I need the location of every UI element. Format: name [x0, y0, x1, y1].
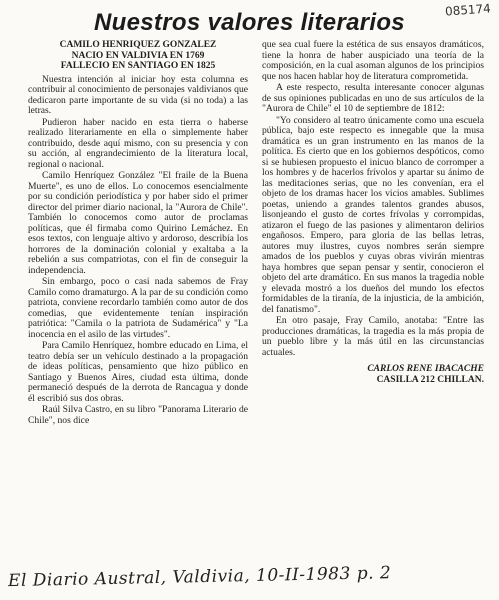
- subhead-line: NACIO EN VALDIVIA EN 1769: [71, 50, 205, 61]
- paragraph: Camilo Henríquez González "El fraile de la Buena Muerte", es uno de ellos. Lo conocemos esencialmente por su condición periodística y por haber sido el primer director del primer diario nacional, la "Aurora de Chile". También lo conocemos como autor de proclamas políticas, que él firmaba como Quirino Lemáchez. En esos textos, con lenguaje altivo y ardoroso, describía los horrores de la dominación colonial y exaltaba a la rebelión a sus compatriotas, con el fin de conseguir la independencia.: [28, 170, 248, 276]
- paragraph: Sin embargo, poco o casi nada sabemos de Fray Camilo como dramaturgo. A la par de su condición como patriota, conviene recordarlo también como autor de dos comedias, que evidentemente tenían inspiración patriótica: "Camila o la patriota de Sudamérica" y "La inocencia en el asilo de las virtudes".: [28, 276, 248, 340]
- subhead-line: CAMILO HENRIQUEZ GONZALEZ: [59, 40, 217, 50]
- paragraph: Pudieron haber nacido en esta tierra o haberse realizado literariamente en ella o simplemente haber contribuido, desde aquí mismo, con su presencia y con su acción, al engrandecimiento de la literatura local, regional o nacional.: [28, 116, 248, 170]
- paragraph: A este respecto, resulta interesante conocer algunas de sus opiniones publicadas en uno de sus artículos de la "Aurora de Chile" el 10 de septiembre de 1812:: [262, 82, 484, 114]
- paragraph: En otro pasaje, Fray Camilo, anotaba: "Entre las producciones dramáticas, la tragedia es la más propia de un pueblo libre y la más útil en las circunstancias actuales.: [262, 315, 484, 358]
- paragraph: que sea cual fuere la estética de sus ensayos dramáticos, tiene la honra de haber auspiciado una teoría de la composición, en la cual asoman algunos de los principios que nos hacen hablar hoy de literatura comprometida.: [262, 39, 484, 82]
- paragraph: "Yo considero al teatro únicamente como una escuela pública, bajo este respecto es innegable que la musa dramática es un gran instrumento en las manos de la política. Es cierto que en los gobiernos despóticos, como si se hubiesen propuesto el inicuo blanco de corromper a los hombres y de hacerlos frívolos y apartar su ánimo de las meditaciones serias, que no les convenían, era el objeto de los dramas hacer los vicios amables. Sublimes poetas, uniendo a grandes talentos grandes abusos, lisonjeando el gusto de cortes frívolas y corrompidas, atizaron el fuego de las pasiones y alimentaron delirios engañosos. Empero, para gloria de las bellas letras, autores muy ilustres, cuyos nombres serán siempre amados de los pueblos y cuyas obras vivirán mientras haya hombres que sepan pensar y sentir, conocieron el objeto del arte dramático. En sus manos la tragedia noble y elevada mostró a los dueños del mundo los efectos formidables de la tiranía, de la injusticia, de la ambición, del fanatismo".: [262, 114, 484, 315]
- author-address: CASILLA 212 CHILLAN.: [376, 375, 484, 385]
- right-column: [262, 40, 484, 386]
- paragraph: Raúl Silva Castro, en su libro "Panorama Literario de Chile", nos dice: [28, 404, 248, 426]
- paragraph: Nuestra intención al iniciar hoy esta columna es contribuir al conocimiento de personajes valdivianos que dedicaron parte importante de su vida (si no toda) a las letras.: [28, 73, 248, 116]
- paragraph: Para Camilo Henríquez, hombre educado en Lima, el teatro debía ser un vehículo destinado a la propagación de ideas políticas, pensamiento que hizo público en Santiago y Buenos Aires, ciudad esta última, donde permaneció después de la derrota de Rancagua y donde él escribió sus dos obras.: [28, 340, 248, 404]
- archive-number: 085174: [444, 1, 492, 19]
- handwritten-source-note: El Diario Austral, Valdivia, 10-II-1983 p. 2: [7, 563, 392, 592]
- article-title: Nuestros valores literarios: [94, 9, 405, 36]
- article-subhead: [28, 40, 248, 72]
- subhead-line: FALLECIO EN SANTIAGO EN 1825: [60, 61, 216, 71]
- left-column: [28, 40, 248, 426]
- byline: [262, 364, 484, 386]
- author-name: CARLOS RENE IBACACHE: [367, 364, 484, 374]
